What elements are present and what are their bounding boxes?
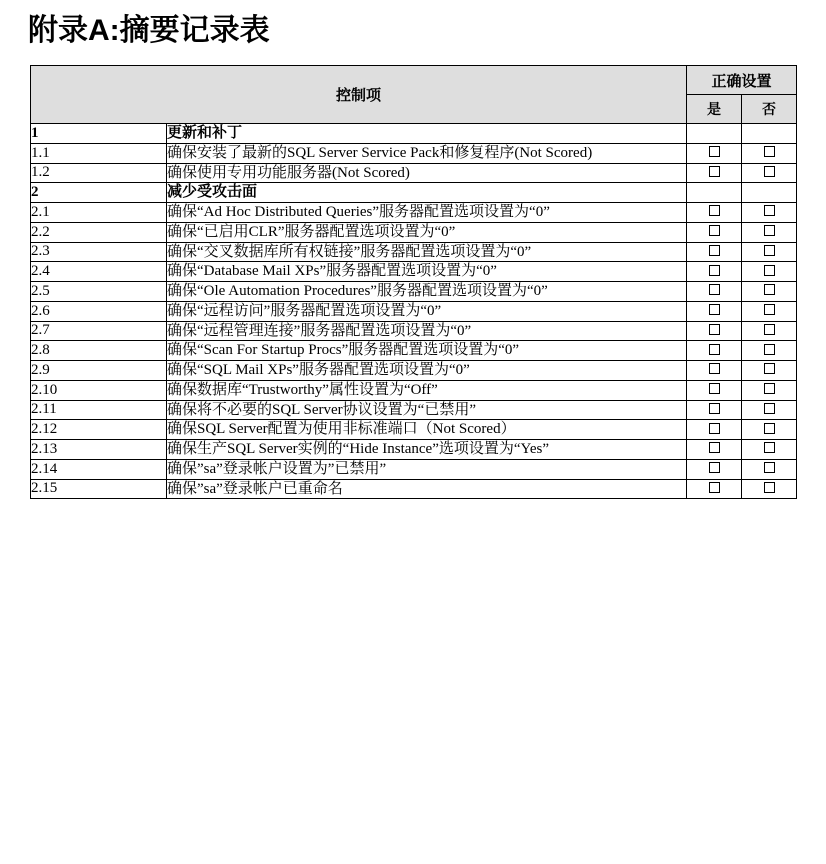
- row-control-item: 确保“已启用CLR”服务器配置选项设置为“0”: [167, 222, 687, 242]
- row-control-item: 确保生产SQL Server实例的“Hide Instance”选项设置为“Yes”: [167, 440, 687, 460]
- checkbox-yes[interactable]: [709, 265, 720, 276]
- row-no-cell: [742, 301, 797, 321]
- table-row: [31, 143, 797, 163]
- row-control-item: 更新和补丁: [167, 124, 687, 144]
- row-number: 2.1: [31, 203, 167, 223]
- checkbox-no[interactable]: [764, 304, 775, 315]
- checkbox-yes[interactable]: [709, 245, 720, 256]
- row-yes-cell: [687, 183, 742, 203]
- row-control-item: 确保”sa”登录帐户设置为”已禁用”: [167, 459, 687, 479]
- table-row: [31, 163, 797, 183]
- row-control-item: 确保数据库“Trustworthy”属性设置为“Off”: [167, 380, 687, 400]
- checkbox-yes[interactable]: [709, 205, 720, 216]
- checkbox-no[interactable]: [764, 324, 775, 335]
- row-number: 1.2: [31, 163, 167, 183]
- row-no-cell: [742, 183, 797, 203]
- table-row: [31, 183, 797, 203]
- checkbox-yes[interactable]: [709, 442, 720, 453]
- row-number: 1.1: [31, 143, 167, 163]
- checkbox-yes[interactable]: [709, 482, 720, 493]
- row-yes-cell: [687, 301, 742, 321]
- checkbox-yes[interactable]: [709, 344, 720, 355]
- checkbox-yes[interactable]: [709, 363, 720, 374]
- table-row: [31, 203, 797, 223]
- checkbox-yes[interactable]: [709, 146, 720, 157]
- row-yes-cell: [687, 282, 742, 302]
- row-number: 2: [31, 183, 167, 203]
- table-row: [31, 459, 797, 479]
- row-no-cell: [742, 262, 797, 282]
- row-yes-cell: [687, 479, 742, 499]
- row-no-cell: [742, 222, 797, 242]
- row-control-item: 确保“Database Mail XPs”服务器配置选项设置为“0”: [167, 262, 687, 282]
- row-number: 2.15: [31, 479, 167, 499]
- table-row: [31, 321, 797, 341]
- row-yes-cell: [687, 420, 742, 440]
- checkbox-no[interactable]: [764, 383, 775, 394]
- header-no: 否: [742, 95, 797, 124]
- checklist-table-container: [30, 65, 796, 499]
- row-no-cell: [742, 282, 797, 302]
- row-number: 2.7: [31, 321, 167, 341]
- checkbox-no[interactable]: [764, 205, 775, 216]
- table-row: [31, 400, 797, 420]
- row-yes-cell: [687, 222, 742, 242]
- row-control-item: 确保安装了最新的SQL Server Service Pack和修复程序(Not Scored): [167, 143, 687, 163]
- table-row: [31, 282, 797, 302]
- row-number: 2.11: [31, 400, 167, 420]
- row-no-cell: [742, 321, 797, 341]
- row-control-item: 确保“Ole Automation Procedures”服务器配置选项设置为“0”: [167, 282, 687, 302]
- row-control-item: 确保“交叉数据库所有权链接”服务器配置选项设置为“0”: [167, 242, 687, 262]
- row-no-cell: [742, 163, 797, 183]
- checkbox-no[interactable]: [764, 423, 775, 434]
- row-yes-cell: [687, 341, 742, 361]
- row-no-cell: [742, 124, 797, 144]
- checkbox-yes[interactable]: [709, 324, 720, 335]
- checkbox-no[interactable]: [764, 166, 775, 177]
- row-no-cell: [742, 459, 797, 479]
- row-control-item: 确保“Scan For Startup Procs”服务器配置选项设置为“0”: [167, 341, 687, 361]
- row-yes-cell: [687, 124, 742, 144]
- header-yes: 是: [687, 95, 742, 124]
- row-no-cell: [742, 420, 797, 440]
- row-control-item: 确保SQL Server配置为使用非标准端口（Not Scored）: [167, 420, 687, 440]
- row-control-item: 确保“Ad Hoc Distributed Queries”服务器配置选项设置为“0”: [167, 203, 687, 223]
- row-yes-cell: [687, 459, 742, 479]
- row-control-item: 确保“SQL Mail XPs”服务器配置选项设置为“0”: [167, 361, 687, 381]
- checkbox-yes[interactable]: [709, 284, 720, 295]
- row-control-item: 减少受攻击面: [167, 183, 687, 203]
- row-no-cell: [742, 440, 797, 460]
- row-yes-cell: [687, 203, 742, 223]
- row-yes-cell: [687, 143, 742, 163]
- checkbox-yes[interactable]: [709, 166, 720, 177]
- checkbox-no[interactable]: [764, 265, 775, 276]
- checkbox-no[interactable]: [764, 344, 775, 355]
- row-no-cell: [742, 203, 797, 223]
- checkbox-no[interactable]: [764, 245, 775, 256]
- row-number: 2.13: [31, 440, 167, 460]
- checkbox-no[interactable]: [764, 462, 775, 473]
- row-yes-cell: [687, 163, 742, 183]
- row-yes-cell: [687, 400, 742, 420]
- checkbox-no[interactable]: [764, 442, 775, 453]
- row-number: 2.2: [31, 222, 167, 242]
- checkbox-no[interactable]: [764, 284, 775, 295]
- row-yes-cell: [687, 262, 742, 282]
- row-control-item: 确保使用专用功能服务器(Not Scored): [167, 163, 687, 183]
- table-row: [31, 420, 797, 440]
- row-number: 2.10: [31, 380, 167, 400]
- row-yes-cell: [687, 361, 742, 381]
- checkbox-yes[interactable]: [709, 383, 720, 394]
- row-number: 2.8: [31, 341, 167, 361]
- table-row: [31, 380, 797, 400]
- checkbox-no[interactable]: [764, 482, 775, 493]
- checkbox-no[interactable]: [764, 225, 775, 236]
- row-control-item: 确保“远程访问”服务器配置选项设置为“0”: [167, 301, 687, 321]
- table-body: [31, 124, 797, 499]
- row-no-cell: [742, 479, 797, 499]
- header-correct-setting: 正确设置: [687, 66, 797, 95]
- table-row: [31, 222, 797, 242]
- page-title: 附录A:摘要记录表: [28, 14, 270, 47]
- checkbox-yes[interactable]: [709, 403, 720, 414]
- row-number: 2.4: [31, 262, 167, 282]
- table-head: [31, 66, 797, 124]
- row-yes-cell: [687, 321, 742, 341]
- row-yes-cell: [687, 242, 742, 262]
- row-number: 2.3: [31, 242, 167, 262]
- row-no-cell: [742, 361, 797, 381]
- row-control-item: 确保”sa”登录帐户已重命名: [167, 479, 687, 499]
- row-number: 2.12: [31, 420, 167, 440]
- row-control-item: 确保“远程管理连接”服务器配置选项设置为“0”: [167, 321, 687, 341]
- checkbox-yes[interactable]: [709, 225, 720, 236]
- header-control-item: 控制项: [31, 66, 687, 124]
- row-no-cell: [742, 400, 797, 420]
- table-row: [31, 262, 797, 282]
- checkbox-yes[interactable]: [709, 462, 720, 473]
- table-row: [31, 301, 797, 321]
- table-row: [31, 341, 797, 361]
- row-yes-cell: [687, 380, 742, 400]
- table-row: [31, 124, 797, 144]
- checklist-table: [30, 65, 797, 499]
- checkbox-no[interactable]: [764, 363, 775, 374]
- row-control-item: 确保将不必要的SQL Server协议设置为“已禁用”: [167, 400, 687, 420]
- table-row: [31, 479, 797, 499]
- row-no-cell: [742, 143, 797, 163]
- checkbox-no[interactable]: [764, 403, 775, 414]
- checkbox-yes[interactable]: [709, 423, 720, 434]
- table-row: [31, 242, 797, 262]
- table-row: [31, 440, 797, 460]
- row-number: 2.9: [31, 361, 167, 381]
- row-number: 2.5: [31, 282, 167, 302]
- row-number: 1: [31, 124, 167, 144]
- row-no-cell: [742, 341, 797, 361]
- row-no-cell: [742, 380, 797, 400]
- row-number: 2.14: [31, 459, 167, 479]
- checkbox-yes[interactable]: [709, 304, 720, 315]
- row-number: 2.6: [31, 301, 167, 321]
- row-no-cell: [742, 242, 797, 262]
- table-row: [31, 361, 797, 381]
- row-yes-cell: [687, 440, 742, 460]
- checkbox-no[interactable]: [764, 146, 775, 157]
